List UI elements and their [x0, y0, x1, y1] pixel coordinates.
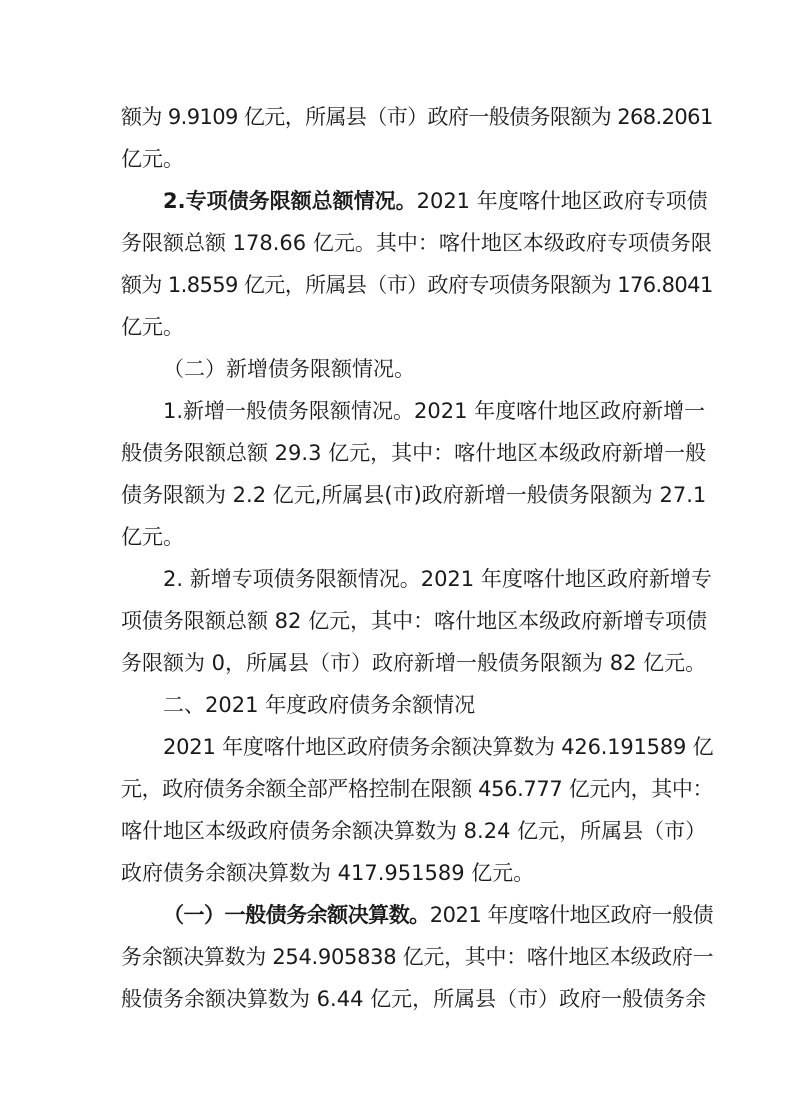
section-heading-line: （一）一般债务余额决算数。2021 年度喀什地区政府一般债	[163, 903, 714, 927]
text-line: 喀什地区本级政府债务余额决算数为 8.24 亿元，所属县（市）	[121, 819, 707, 843]
text-line: 1.新增一般债务限额情况。2021 年度喀什地区政府新增一	[163, 399, 706, 423]
section-heading-line: 2.专项债务限额总额情况。2021 年度喀什地区政府专项债	[163, 189, 708, 213]
subsection-heading: （二）新增债务限额情况。	[163, 357, 415, 381]
text-line: 2021 年度喀什地区政府债务余额决算数为 426.191589 亿	[163, 735, 714, 759]
text-line: 般债务限额总额 29.3 亿元，其中：喀什地区本级政府新增一般	[121, 441, 707, 465]
text-line: 般债务余额决算数为 6.44 亿元，所属县（市）政府一般债务余	[121, 987, 707, 1011]
bold-heading: 2.专项债务限额总额情况。	[163, 189, 417, 213]
text-line: 亿元。	[121, 315, 184, 339]
text-line: 额为 9.9109 亿元，所属县（市）政府一般债务限额为 268.2061	[121, 105, 713, 129]
text-line: 务限额为 0，所属县（市）政府新增一般债务限额为 82 亿元。	[121, 651, 707, 675]
text-line: 债务限额为 2.2 亿元,所属县(市)政府新增一般债务限额为 27.1	[121, 483, 707, 507]
text-line: 额为 1.8559 亿元，所属县（市）政府专项债务限额为 176.8041	[121, 273, 713, 297]
text-line: 元，政府债务余额全部严格控制在限额 456.777 亿元内，其中：	[121, 777, 714, 801]
text-line: 亿元。	[121, 147, 184, 171]
text-line: 务余额决算数为 254.905838 亿元，其中：喀什地区本级政府一	[121, 945, 714, 969]
bold-heading: （一）一般债务余额决算数。	[163, 903, 430, 927]
text-line: 务限额总额 178.66 亿元。其中：喀什地区本级政府专项债务限	[121, 231, 712, 255]
text-line: 2. 新增专项债务限额情况。2021 年度喀什地区政府新增专	[163, 567, 712, 591]
text-line: 项债务限额总额 82 亿元，其中：喀什地区本级政府新增专项债	[121, 609, 708, 633]
section-heading: 二、2021 年度政府债务余额情况	[163, 693, 476, 717]
text-line: 政府债务余额决算数为 417.951589 亿元。	[121, 861, 535, 885]
text-line: 亿元。	[121, 525, 184, 549]
